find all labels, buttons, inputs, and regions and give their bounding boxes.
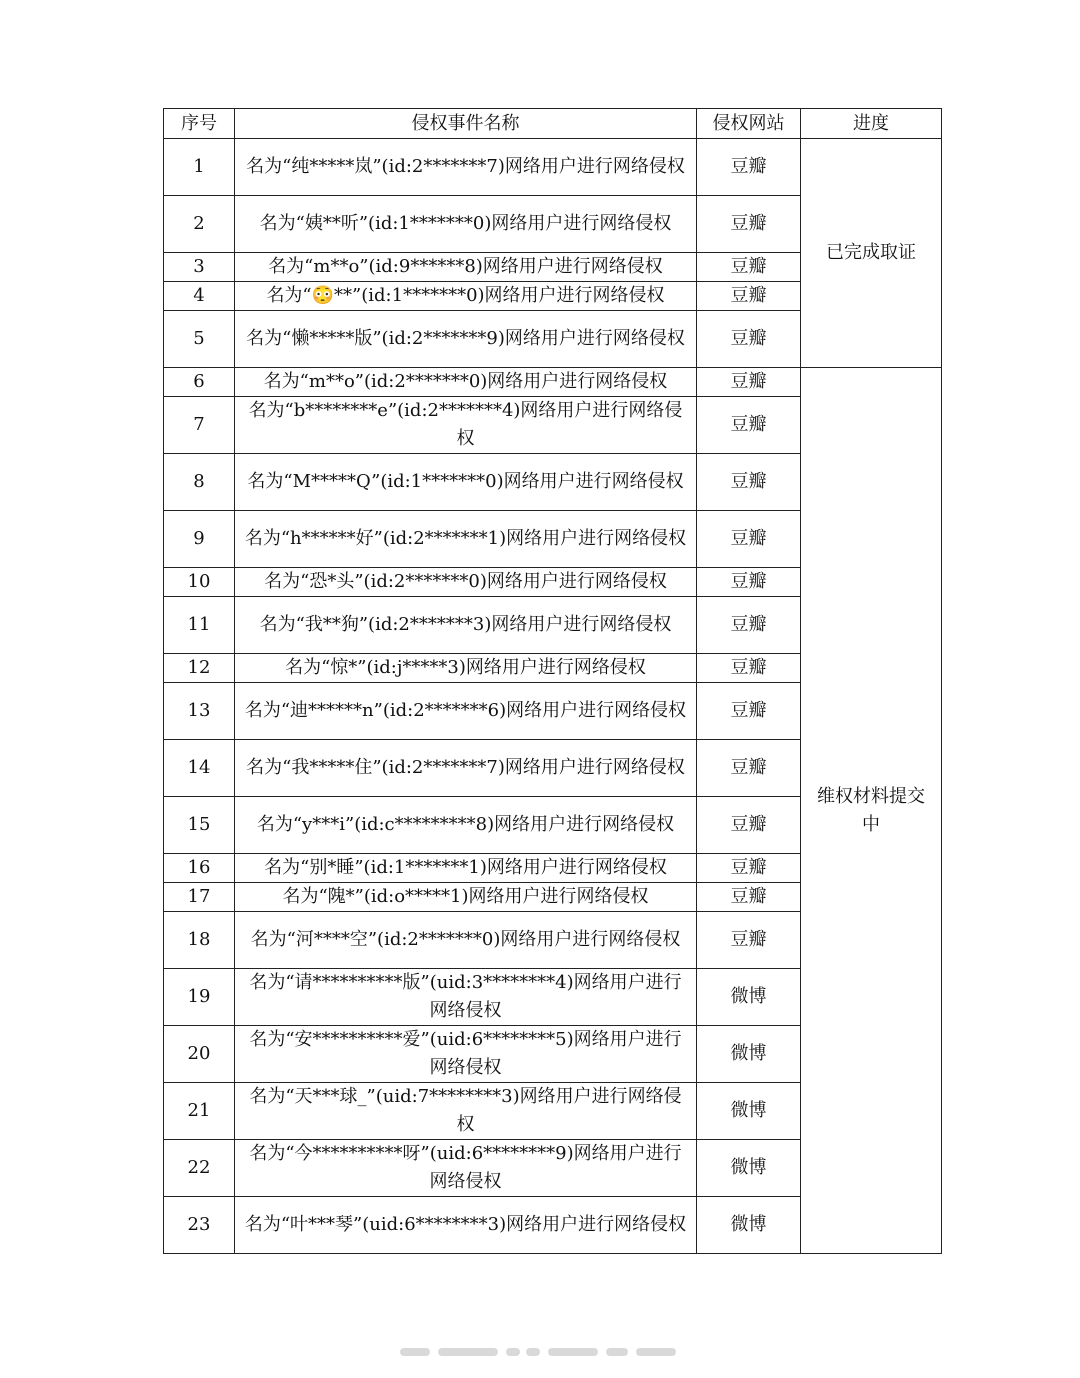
- cell-event-name: 名为“叶***琴”(uid:6********3)网络用户进行网络侵权: [235, 1197, 697, 1254]
- header-website: 侵权网站: [697, 109, 801, 139]
- cell-event-name: 名为“M*****Q”(id:1*******0)网络用户进行网络侵权: [235, 454, 697, 511]
- cell-event-name: 名为“m**o”(id:2*******0)网络用户进行网络侵权: [235, 368, 697, 397]
- cell-website: 微博: [697, 1026, 801, 1083]
- cell-event-name: 名为“别*睡”(id:1*******1)网络用户进行网络侵权: [235, 854, 697, 883]
- header-event-name: 侵权事件名称: [235, 109, 697, 139]
- cell-event-name: 名为“我**狗”(id:2*******3)网络用户进行网络侵权: [235, 597, 697, 654]
- cell-event-name: 名为“h******好”(id:2*******1)网络用户进行网络侵权: [235, 511, 697, 568]
- cell-serial: 15: [164, 797, 235, 854]
- cell-website: 豆瓣: [697, 511, 801, 568]
- cell-serial: 12: [164, 654, 235, 683]
- cell-website: 豆瓣: [697, 311, 801, 368]
- cell-website: 豆瓣: [697, 196, 801, 253]
- cell-website: 豆瓣: [697, 740, 801, 797]
- cell-serial: 1: [164, 139, 235, 196]
- cell-website: 豆瓣: [697, 797, 801, 854]
- cell-serial: 11: [164, 597, 235, 654]
- cell-website: 豆瓣: [697, 139, 801, 196]
- cell-event-name: 名为“懒*****版”(id:2*******9)网络用户进行网络侵权: [235, 311, 697, 368]
- cell-serial: 13: [164, 683, 235, 740]
- header-progress: 进度: [801, 109, 942, 139]
- cell-serial: 8: [164, 454, 235, 511]
- cell-serial: 21: [164, 1083, 235, 1140]
- cell-website: 豆瓣: [697, 883, 801, 912]
- cell-website: 豆瓣: [697, 654, 801, 683]
- cell-serial: 18: [164, 912, 235, 969]
- cell-website: 豆瓣: [697, 597, 801, 654]
- cell-event-name: 名为“b********e”(id:2*******4)网络用户进行网络侵权: [235, 397, 697, 454]
- cell-website: 豆瓣: [697, 253, 801, 282]
- cell-event-name: 名为“河****空”(id:2*******0)网络用户进行网络侵权: [235, 912, 697, 969]
- cell-website: 豆瓣: [697, 683, 801, 740]
- cell-event-name: 名为“恐*头”(id:2*******0)网络用户进行网络侵权: [235, 568, 697, 597]
- cell-serial: 4: [164, 282, 235, 311]
- cell-serial: 20: [164, 1026, 235, 1083]
- cell-serial: 23: [164, 1197, 235, 1254]
- table-row: [164, 139, 942, 196]
- cell-website: 微博: [697, 1197, 801, 1254]
- cell-serial: 10: [164, 568, 235, 597]
- cell-serial: 3: [164, 253, 235, 282]
- cell-serial: 16: [164, 854, 235, 883]
- cell-event-name: 名为“迪******n”(id:2*******6)网络用户进行网络侵权: [235, 683, 697, 740]
- cell-serial: 9: [164, 511, 235, 568]
- cell-serial: 19: [164, 969, 235, 1026]
- cell-progress: 已完成取证: [801, 139, 942, 368]
- cell-event-name: 名为“纯*****岚”(id:2*******7)网络用户进行网络侵权: [235, 139, 697, 196]
- cell-event-name: 名为“请**********版”(uid:3********4)网络用户进行网络侵权: [235, 969, 697, 1026]
- cell-website: 豆瓣: [697, 854, 801, 883]
- cell-serial: 2: [164, 196, 235, 253]
- cell-event-name: 名为“y***i”(id:c*********8)网络用户进行网络侵权: [235, 797, 697, 854]
- cell-website: 微博: [697, 1140, 801, 1197]
- cell-website: 豆瓣: [697, 282, 801, 311]
- cell-event-name: 名为“😳**”(id:1*******0)网络用户进行网络侵权: [235, 282, 697, 311]
- cell-serial: 5: [164, 311, 235, 368]
- table-body: [164, 139, 942, 1254]
- cell-event-name: 名为“今**********呀”(uid:6********9)网络用户进行网络侵权: [235, 1140, 697, 1197]
- cell-event-name: 名为“天***球_”(uid:7********3)网络用户进行网络侵权: [235, 1083, 697, 1140]
- cell-serial: 6: [164, 368, 235, 397]
- cell-website: 豆瓣: [697, 454, 801, 511]
- cell-serial: 14: [164, 740, 235, 797]
- cell-website: 豆瓣: [697, 368, 801, 397]
- cell-website: 豆瓣: [697, 912, 801, 969]
- table-row: [164, 368, 942, 397]
- cell-event-name: 名为“隗*”(id:o*****1)网络用户进行网络侵权: [235, 883, 697, 912]
- cell-event-name: 名为“我*****住”(id:2*******7)网络用户进行网络侵权: [235, 740, 697, 797]
- infringement-table: [163, 108, 942, 1254]
- cell-serial: 7: [164, 397, 235, 454]
- cell-website: 豆瓣: [697, 397, 801, 454]
- table-header-row: [164, 109, 942, 139]
- cell-progress: 维权材料提交中: [801, 368, 942, 1254]
- header-serial: 序号: [164, 109, 235, 139]
- cell-serial: 22: [164, 1140, 235, 1197]
- cell-website: 豆瓣: [697, 568, 801, 597]
- cell-event-name: 名为“安**********爱”(uid:6********5)网络用户进行网络侵权: [235, 1026, 697, 1083]
- cell-event-name: 名为“惊*”(id:j*****3)网络用户进行网络侵权: [235, 654, 697, 683]
- cell-event-name: 名为“姨**听”(id:1*******0)网络用户进行网络侵权: [235, 196, 697, 253]
- cell-website: 微博: [697, 969, 801, 1026]
- watermark: [400, 1345, 680, 1359]
- cell-website: 微博: [697, 1083, 801, 1140]
- cell-event-name: 名为“m**o”(id:9******8)网络用户进行网络侵权: [235, 253, 697, 282]
- cell-serial: 17: [164, 883, 235, 912]
